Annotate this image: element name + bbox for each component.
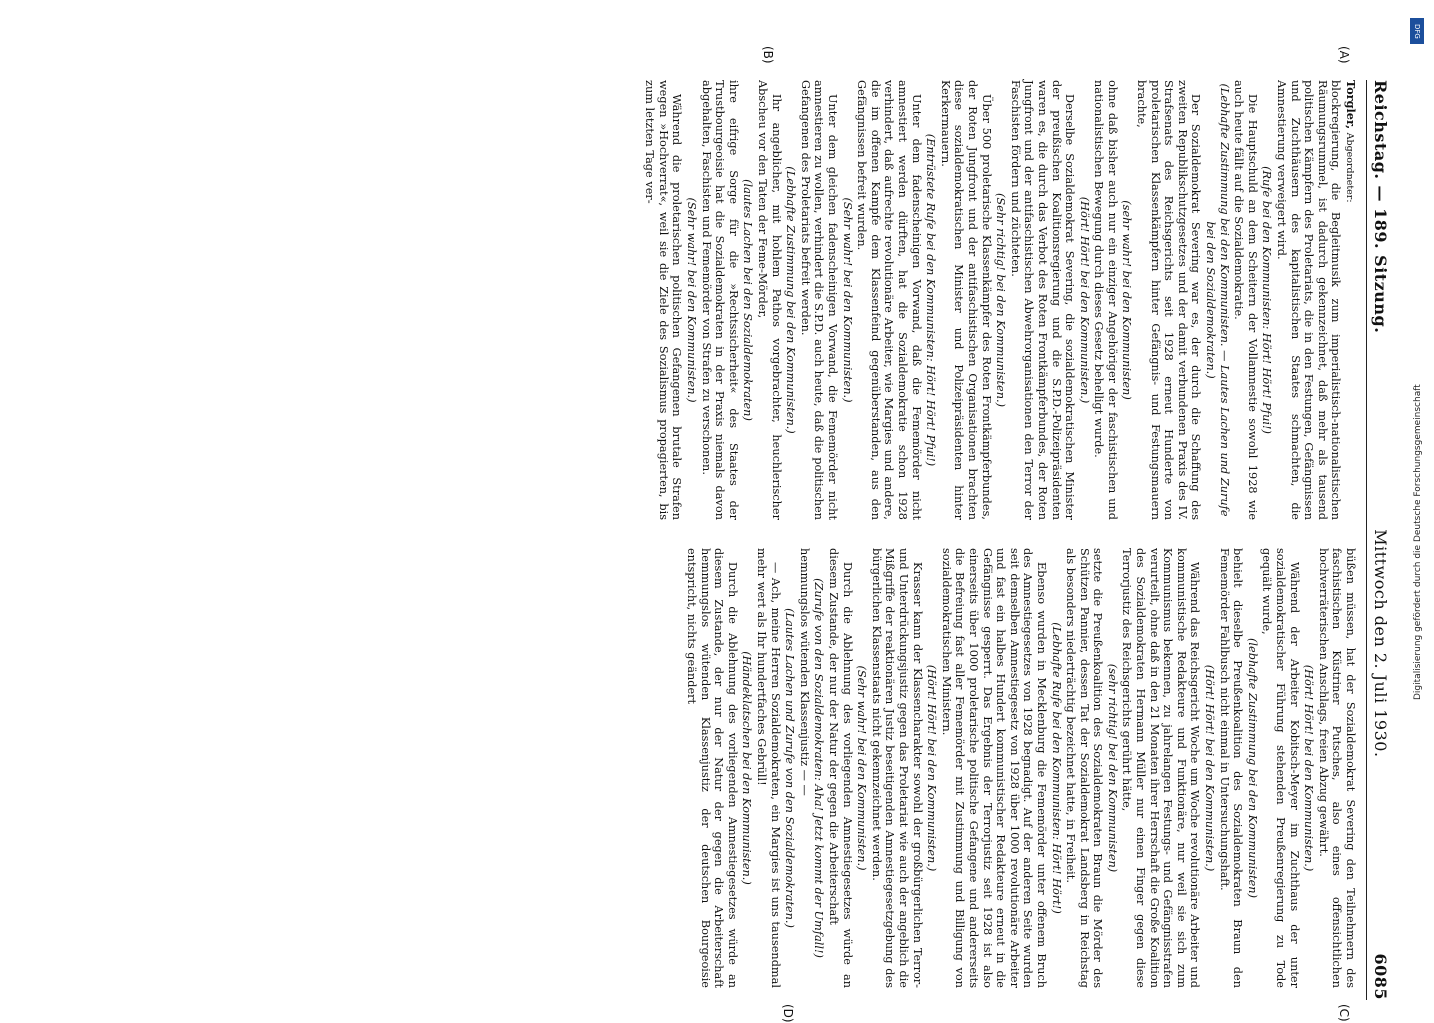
margin-letter-a: (A) [1337,46,1351,64]
paragraph: blockregierung, die Begleitmusik zum imperialistisch-nationalistischen Räumungsrummel, ist dadurch gekennzeichnet, daß mehr als tausend politischen Kämpfern des Proletariats, die in den Festungen, Gefängnissen und Zuchthäusern des kapitalistischen Staates schmachten, die Amnestierung verweigert wird. [1275,80,1343,520]
interjection: (lautes Lachen bei den Sozialdemokraten) [741,179,755,421]
paragraph: Während die proletarischen politischen Gefangenen brutale Strafen wegen »Hochverrat«, weil sie die Ziele des Sozialismus propagierten, bis zum letzten Tage ver- [643,80,684,520]
margin-letter-d: (D) [781,1004,795,1023]
paragraph: Durch die Ablehnung des vorliegenden Amnestiegesetzes würde an diesem Zustande, der nur der Natur der gegen die Arbeiterschaft [827,548,854,988]
paragraph: Ihr angeblicher, mit hohlem Pathos vorgebrachter, heuchlerischer Abscheu vor den Taten der Feme-Mörder, [756,80,783,520]
dfg-logo: DFG [1410,18,1424,44]
interjection: (Sehr wahr! bei den Kommunisten.) [685,197,699,403]
header-left: Reichstag. — 189. Sitzung. [1371,80,1391,334]
interjection: (Hört! Hört! bei den Kommunisten.) [1077,196,1091,404]
interjection: (Lebhafte Rufe bei den Kommunisten: Hört! Hört!) [1049,622,1063,914]
paragraph: Krasser kann der Klassencharakter sowohl der großbürgerlichen Terror- und Unterdrückungsjustiz gegen das Proletariat wie auch der angeblich die Mißgriffe der reaktionären Justiz beseitigenden Amnestiegesetzgebung des bürgerlichen Klassenstaats nicht gekennzeichnet werden. [869,548,924,988]
paragraph: Während der Arbeiter Kobitsch-Meyer im Zuchthaus der unter sozialdemokratischer Führung stehenden Preußenregierung zu Tode gequält wurde, [1260,548,1301,988]
paragraph: Ebenso wurden in Mecklenburg die Fememörder unter offenem Bruch des Amnestiegesetzes von 1928 begnadigt. Auf der anderen Seite wurden seit demselben Amnestiegesetz von 1928 über 1000 revolutionäre Arbeiter und fast ein halbes Hundert kommunistischer Redakteure erneut in die Gefängnisse gesperrt. Das Ergebnis der Terrorjustiz seit 1928 ist also einerseits über 1000 proletarische politische Gefangene und andererseits die Befreiung fast aller Fememörder mit Zustimmung und Billigung von sozialdemokratischen Ministern. [939,548,1048,988]
interjection: (sehr richtig! bei den Kommunisten) [1105,663,1119,873]
interjection: (Hört! Hört! bei den Kommunisten.) [925,664,939,872]
right-column [685,548,1358,988]
interjection: (lebhafte Zustimmung bei den Kommunisten) [1245,638,1259,898]
speaker-name: Torgler, [1344,80,1358,130]
paragraph: Der Sozialdemokrat Severing war es, der durch die Schaffung des zweiten Republikschutzgesetzes und der damit verbundenen Praxis des IV. Strafsenats des Reichsgerichts seit 1928 erneut Hunderte von proletarischen Klassenkämpfern hinter Gefängnis- und Festungsmauern brachte, [1135,80,1203,520]
digitization-sidebar [1410,10,1428,990]
interjection: (Hört! Hört! bei den Kommunisten.) [1302,664,1316,872]
interjection: (Hört! Hört! bei den Kommunisten.) [1203,664,1217,872]
paragraph: ohne daß bisher auch nur ein einziger Angehöriger der faschistischen und nationalistischen Bewegung durch dieses Gesetz behelligt wurde. [1092,80,1119,520]
rotated-scanned-page [65,46,1395,1023]
interjection: (Sehr wahr! bei den Kommunisten.) [855,665,869,871]
paragraph: Während das Reichsgericht Woche um Woche revolutionäre Arbeiter und kommunistische Redakteure und Funktionäre, nur weil sie sich zum Kommunismus bekennen, zu jahrelangen Festungs- und Gefängnisstrafen verurteilt, ohne daß in den 21 Monaten ihrer Herrschaft die Große Koalition des Sozialdemokraten Hermann Müller nur einen Finger gegen diese Terrorjustiz des Reichsgerichts gerührt hätte, [1120,548,1202,988]
paragraph: Durch die Ablehnung des vorliegenden Amnestiegesetzes würde an diesem Zustande, der nur der Natur der gegen die Arbeiterschaft hemmungslos wütenden Klassenjustiz der deutschen Bourgeoisie entspricht, nichts geändert [685,548,739,988]
margin-letter-c: (C) [1337,1004,1351,1022]
paragraph: Unter dem gleichen fadenscheinigen Vorwand, die Fememörder nicht amnestieren zu wollen, verhindert die S.P.D. auch heute, daß die politischen Gefangenen des Proletariats befreit werden. [798,80,840,520]
interjection: (Lebhafte Zustimmung bei den Kommunisten.) [784,166,798,434]
paragraph: behielt dieselbe Preußenkoalition des Sozialdemokraten Braun den Fememörder Fahlbusch nicht einmal in Untersuchungshaft. [1217,548,1245,988]
paragraph: setzte die Preußenkoalition des Sozialdemokraten Braun die Mörder des Schützen Pannier, dessen Tat der Sozialdemokrat Landsberg in Reichstag als besonders niederträchtig bezeichnet hatte, in Freiheit. [1064,548,1105,988]
header-date: Mittwoch den 2. Juli 1930. [1371,529,1391,758]
interjection: (sehr wahr! bei den Kommunisten) [1120,200,1134,400]
paragraph: hemmungslos wütenden Klassenjustiz — — [797,548,811,796]
interjection: (Sehr richtig! bei den Kommunisten.) [994,193,1008,407]
page-number: 6085 [1371,953,1391,1000]
paragraph: Über 500 proletarische Klassenkämpfer des Roten Frontkämpferbundes, der Roten Jungfront und der antifaschistischen Organisationen brachten diese sozialdemokratischen Minister und Polizeipräsidenten hinter Kerkermauern. [938,80,993,520]
interjection: (Rufe bei den Kommunisten: Hört! Hört! Pfui!) [1260,166,1274,434]
interjection: (Lautes Lachen und Zurufe von den Sozialdemokraten.) [783,608,797,928]
paragraph: Derselbe Sozialdemokrat Severing, die sozialdemokratischen Minister der preußischen Koalitionsregierung und die S.P.D.-Polizeipräsidenten waren es, die durch das Verbot des Roten Frontkämpferbundes, der Roten Jungfront und der antifaschistischen Abwehrorganisationen den Terror der Faschisten fördern und züchteten. [1008,80,1077,520]
digitization-note: Digitalisierung gefördert durch die Deutsche Forschungsgemeinschaft [1413,384,1423,700]
paragraph-cont: sowohl 1928 wie auch heute fällt auf die Sozialdemokratie. [1232,80,1259,521]
running-head [1366,80,1395,1000]
speaker-role: Abgeordneter: [1344,132,1355,203]
margin-letter-b: (B) [761,46,775,64]
hauptschuld-intro: Die Hauptschuld an dem Scheitern der Vollamnestie [1245,94,1259,412]
left-column [643,80,1357,520]
interjection: (Lebhafte Zustimmung bei den Kommunisten. — Lautes Lachen und Zurufe bei den Sozialdemokraten.) [1204,83,1231,517]
paragraph: — Ach, meine Herren Sozialdemokraten, ein Margies ist uns tausendmal mehr wert als Ihr hundertfaches Gebrüll! [755,548,782,988]
paragraph [1232,80,1259,520]
paragraph: büßen müssen, hat der Sozialdemokrat Severing den Teilnehmern des faschistischen Küstriner Putsches, also eines offensichtlichen hochverräterischen Anschlags, freien Abzug gewährt. [1316,548,1357,988]
paragraph: Unter dem fadenscheinigen Vorwand, daß die Fememörder nicht amnestiert werden dürften, hat die Sozialdemokratie schon 1928 verhindert, daß aufrechte revolutionäre Arbeiter, wie Margies und andere, die im offenen Kampfe dem Klassenfeind gegenüberstanden, aus den Gefängnissen befreit wurden. [855,80,923,520]
interjection: (Sehr wahr! bei den Kommunisten.) [840,197,854,403]
paragraph: ihre eifrige Sorge für die »Rechtssicherheit« des Staates der Trustbourgeoisie hat die Sozialdemokraten in der Praxis niemals davon abgehalten, Faschisten und Fememörder von Strafen zu verschonen. [699,80,740,520]
interjection: (Entrüstete Rufe bei den Kommunisten: Hört! Hört! Pfui!) [924,133,938,467]
interjection: (Händeklatschen bei den Kommunisten.) [740,651,754,885]
speaker-line [1342,80,1357,520]
interjection: (Zurufe von den Sozialdemokraten: Aha! Jetzt kommt der Umfall!) [812,578,826,958]
